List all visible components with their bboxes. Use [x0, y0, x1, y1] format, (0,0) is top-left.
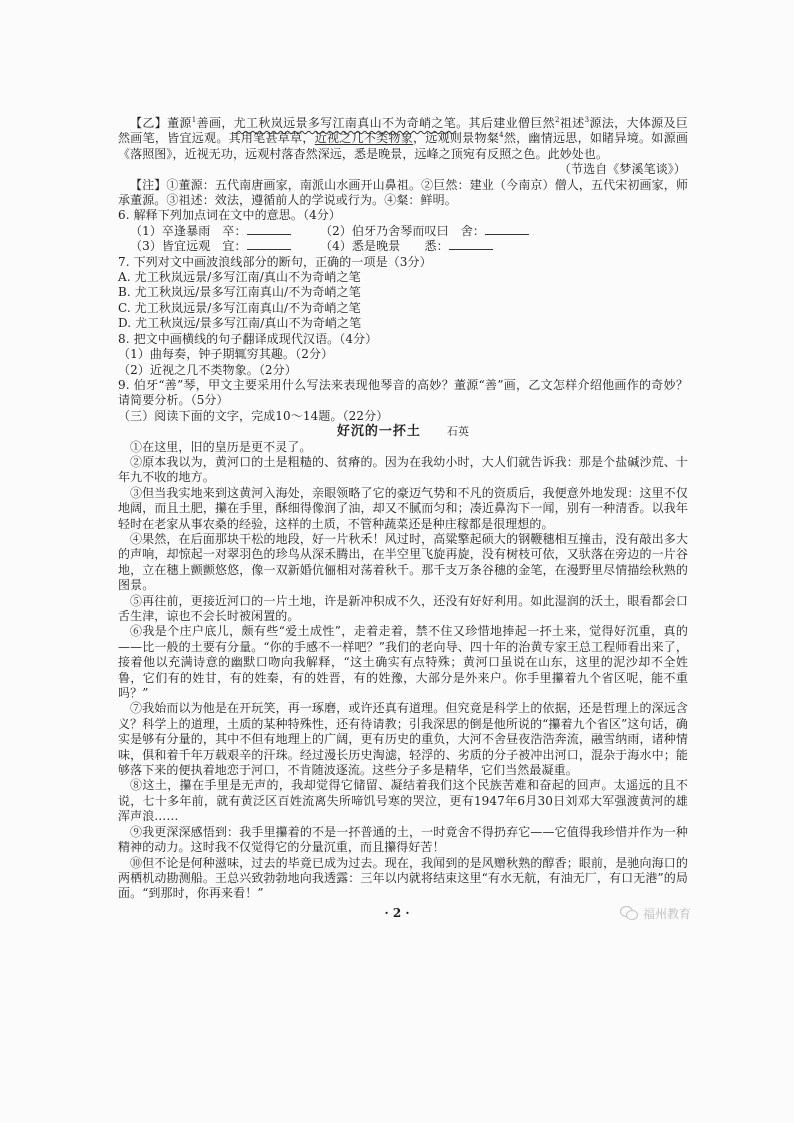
item-text: （2）伯牙乃舍琴而叹曰 舍： [320, 223, 486, 238]
essay-paragraph: ③但当我实地来到这黄河入海处，亲眼领略了它的豪迈气势和不凡的资质后，我便意外地发现：这里不仅地阔，而且土肥，攥在手里，酥细得像润了油，却又不腻而匀和；凑近鼻沟下一闻，别有一种清香。以我年轻时在老家从事农桑的经验，这样的土质，不管种蔬菜还是种庄稼都是很理想的。 [118, 485, 688, 531]
answer-blank [449, 239, 493, 250]
item-text: （3）皆宜远观 宜： [130, 239, 247, 254]
answer-blank [247, 239, 291, 250]
wavy-underlined-text: 尤工秋岚远景多写江南真山不为奇峭之笔 [233, 116, 457, 130]
essay-author: 石英 [446, 425, 470, 439]
item-text: （4）悉是晚景 悉： [320, 239, 449, 254]
footnotes: 【注】①董源：五代南唐画家，南派山水画开山鼻祖。②巨然：建业（今南京）僧人，五代宋初画家，师承董源。③祖述：效法，遵循前人的学说或行为。④粲：鲜明。 [118, 177, 688, 208]
essay-paragraph: ⑧这土，攥在手里是无声的，我却觉得它储留、凝结着我们这个民族苦难和奋起的回声。太遥远的且不说，七十多年前，就有黄泛区百姓流离失所啼饥号寒的哭泣，更有1947年6月30日刘邓大军强渡黄河的雄浑声浪…… [118, 778, 688, 824]
essay-title-row [118, 424, 688, 439]
option-d: D. 尤工秋岚远/景多写江南/真山不为奇峭之笔 [118, 316, 362, 331]
passage-b [118, 116, 688, 162]
essay-title: 好沉的一抔土 [336, 424, 421, 440]
underlined-sentence: 近视之几不类物象 [314, 131, 414, 146]
passage-text: 源法，大体源及巨然画笔，皆宜远观。其用笔甚草草， [118, 116, 688, 146]
wechat-icon [620, 906, 638, 920]
question-9-stem: 9. 伯牙“善”琴，甲文主要采用什么写法来表现他琴音的高妙？董源“善”画，乙文怎样介绍他画作的奇妙？请简要分析。（5分） [118, 377, 688, 408]
option-a: A. 尤工秋岚远景/多写江南/真山不为奇峭之笔 [118, 270, 361, 285]
footnote-ref: 3 [584, 116, 590, 124]
essay-body [118, 440, 688, 902]
passage-text: 然，幽情远思，如睹异境。如源画《落照图》，近视无功，远观村落杳然深远，悉是晚景，远峰之顶宛有反照之色。此妙处也。 [118, 131, 688, 161]
answer-blank [247, 224, 291, 235]
passage-text: 祖述 [559, 116, 585, 130]
question-6-items [118, 224, 688, 255]
question-6-item [130, 224, 320, 239]
page-content [118, 116, 688, 902]
essay-paragraph: ⑨我更深深感悟到：我手里攥着的不是一抔普通的土，一时竟舍不得扔弃它——它值得我珍惜并作为一种精神的动力。这时我不仅觉得它的分量沉重，而且攥得好苦！ [118, 824, 688, 855]
question-6-item [130, 239, 320, 254]
passage-label: 【乙】 [130, 116, 168, 130]
watermark-text: 福州教育 [643, 906, 692, 921]
item-text: （1）卒逢暴雨 卒： [130, 223, 247, 238]
essay-paragraph: ⑥我是个庄户底儿，颇有些“爱土成性”，走着走着，禁不住又珍惜地捧起一抔土来，觉得好沉重，真的——比一般的土要有分量。“你的手感不一样吧？”我们的老向导、四十年的治黄专家王总工程师看出来了，接着他以充满诗意的幽默口吻向我解释，“这土确实有点特殊；黄河口虽说在山东，这里的泥沙却不全姓鲁，它们有的姓甘，有的姓秦，有的姓晋，有的姓豫，大部分是外来户。你手里攥着九个省区呢，能不重吗？” [118, 624, 688, 701]
passage-text: 。其后建业僧巨然 [456, 116, 556, 130]
footnote-ref: 2 [555, 116, 560, 124]
essay-paragraph: ⑩但不论是何种滋味，过去的毕竟已成为过去。现在，我闻到的是风赠秋熟的醇香；眼前，是驰向海口的两栖机动勘测船。王总兴致勃勃地向我透露：三年以内就将结束这里“有水无航，有油无厂，有口无港”的局面。“到那时，你再来看！” [118, 855, 688, 901]
option-b: B. 尤工秋岚远/景多写江南真山/不为奇峭之笔 [118, 285, 361, 300]
question-8-item-1: （1）曲每奏，钟子期辄穷其趣。（2分） [118, 347, 334, 362]
footnote-ref: 1 [191, 116, 197, 124]
question-6-item [320, 239, 650, 254]
passage-text: ，远观则景物粲 [413, 131, 500, 146]
question-8-item-2: （2）近视之几不类物象。（2分） [118, 362, 297, 377]
question-8-stem: 8. 把文中画横线的句子翻译成现代汉语。（4分） [118, 331, 378, 346]
footnote-ref: 4 [499, 131, 504, 140]
section-3-heading: （三）阅读下面的文字，完成10～14题。（22分） [118, 408, 389, 423]
answer-blank [485, 224, 529, 235]
essay-paragraph: ①在这里，旧的皇历是更不灵了。 [130, 439, 312, 454]
watermark [620, 903, 691, 923]
option-c: C. 尤工秋岚远景/多写江南真山/不为奇峭之笔 [118, 300, 361, 315]
essay-paragraph: ⑤再往前，更接近河口的一片土地，许是新冲积成不久，还没有好好利用。如此湿润的沃土，眼看都会口舌生津，谅也不会长时被闲置的。 [118, 593, 688, 623]
passage-text: 董源 [167, 116, 192, 130]
essay-paragraph: ⑦我始而以为他是在开玩笑，再一琢磨，或许还真有道理。但究竟是科学上的依据，还是哲理上的深远含义？科学上的道理，土质的某种特殊性，还有待请教；引我深思的倒是他所说的“攥着九个省区”这句话，确实是够有分量的，其中不但有地理上的广阔，更有历史的重负，大河不舍昼夜浩浩奔流，融雪纳雨，诸种情味，俱和着千年万载艰辛的汗珠。经过漫长历史淘滤，轻浮的、劣质的分子被冲出河口，混杂于海水中；能够落下来的便执着地恋于河口，不肯随波逐流。这些分子多是精华，它们当然最凝重。 [118, 701, 688, 778]
passage-source: （节选自《梦溪笔谈》） [558, 162, 686, 177]
page-number: · 2 · [384, 906, 410, 920]
question-6-stem: 6. 解释下列加点词在文中的意思。（4分） [118, 208, 341, 223]
essay-paragraph: ④果然，在后面那块干松的地段，好一片秋禾！风过时，高粱擎起硕大的钢鞭穗相互撞击，没有敲出多大的声响，却惊起一对翠羽色的珍鸟从深禾腾出，在半空里飞旋再旋，没有树枝可依，又驮落在旁边的一片谷地，立在穗上颤颤悠悠，像一双新婚伉俪相对荡着秋千。那千支万条谷穗的金笔，在漫野里尽情描绘秋熟的图景。 [118, 531, 688, 593]
question-6-item [320, 224, 650, 239]
passage-text: 善画， [196, 116, 234, 130]
question-7-stem: 7. 下列对文中画波浪线部分的断句，正确的一项是（3分） [118, 254, 432, 269]
essay-paragraph: ②原本我以为，黄河口的土是粗糙的、贫瘠的。因为在我幼小时，大人们就告诉我：那是个盐碱沙荒、十年九不收的地方。 [118, 454, 688, 485]
